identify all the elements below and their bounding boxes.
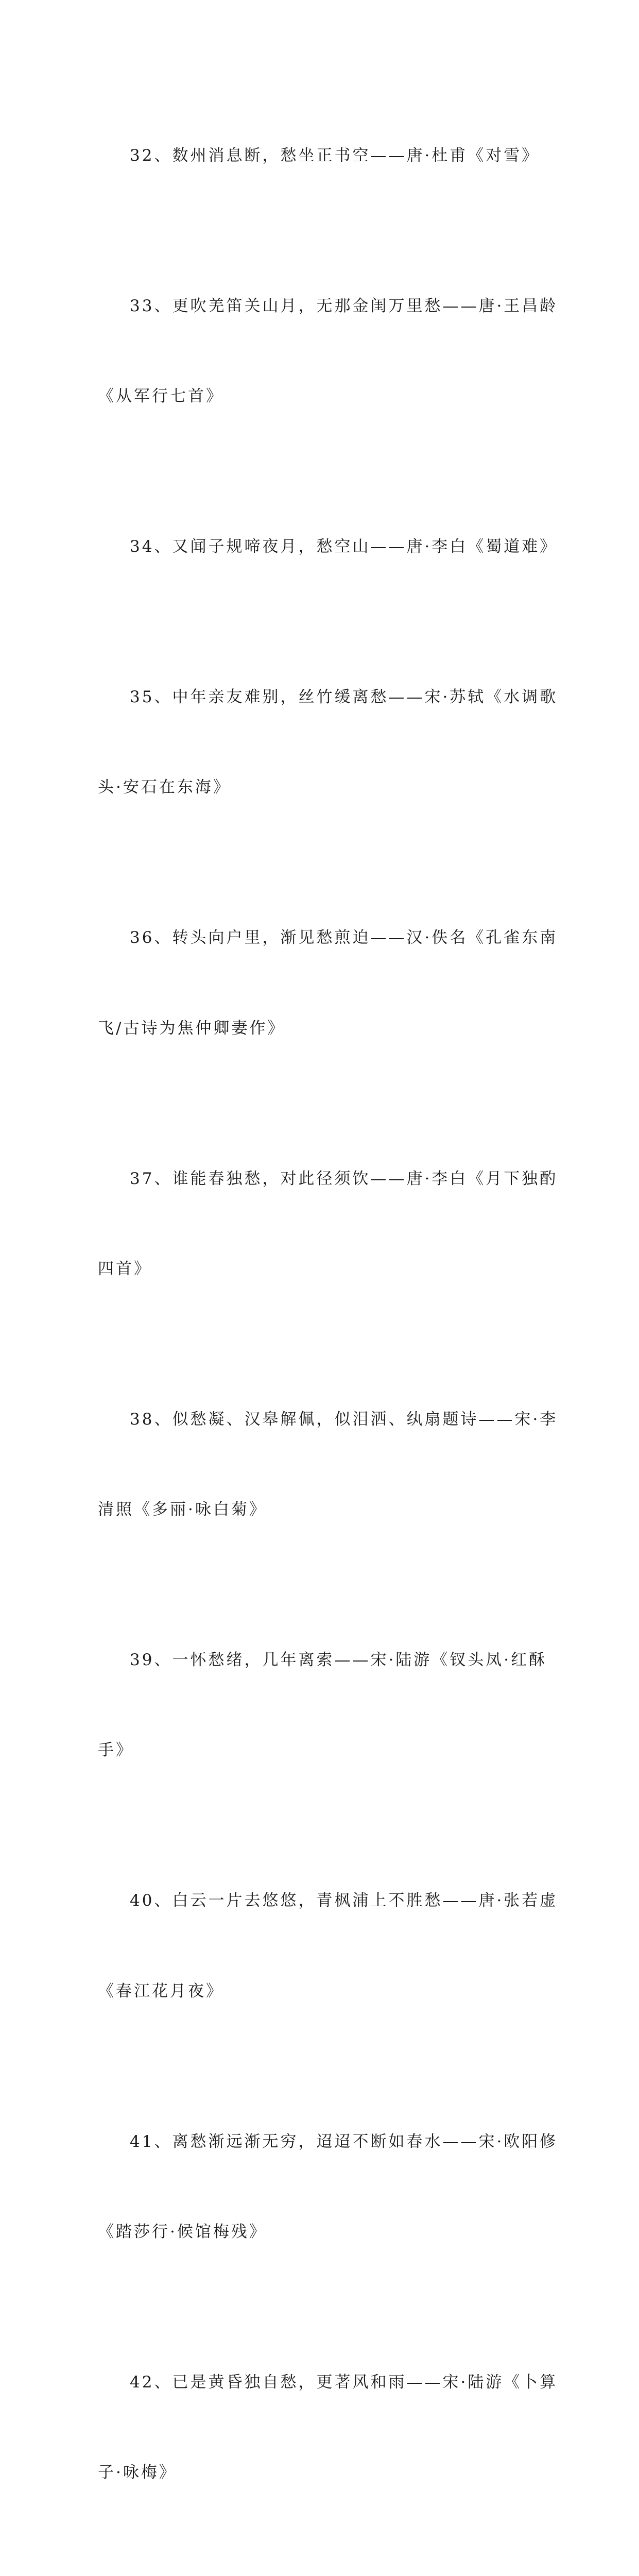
quote-line: 34、又闻子规啼夜月，愁空山——唐·李白《蜀道难》 xyxy=(130,537,558,556)
quote-line-continuation: 头·安石在东海》 xyxy=(98,778,231,797)
quote-line-continuation: 清照《多丽·咏白菊》 xyxy=(98,1500,267,1519)
quote-line-continuation: 四首》 xyxy=(98,1259,152,1278)
quote-entry-42 xyxy=(98,2307,558,2548)
quote-line: 39、一怀愁绪，几年离索——宋·陆游《钗头凤·红酥 xyxy=(130,1651,547,1670)
quote-line-continuation: 《踏莎行·候馆梅残》 xyxy=(98,2222,267,2241)
quote-line-continuation: 飞/古诗为焦仲卿妻作》 xyxy=(98,1019,286,1038)
quote-entry-33 xyxy=(98,231,558,471)
quote-line-continuation: 手》 xyxy=(98,1741,134,1760)
quote-line-continuation: 子·咏梅》 xyxy=(98,2463,177,2482)
quote-line: 37、谁能春独愁，对此径须饮——唐·李白《月下独酌 xyxy=(130,1169,558,1188)
quote-line: 40、白云一片去悠悠，青枫浦上不胜愁——唐·张若虚 xyxy=(130,1891,558,1910)
quote-entry-34 xyxy=(98,471,558,622)
quote-entry-38 xyxy=(98,1344,558,1585)
quote-entry-37 xyxy=(98,1104,558,1344)
quote-line-continuation: 《春江花月夜》 xyxy=(98,1981,224,2001)
quote-line: 38、似愁凝、汉皋解佩，似泪洒、纨扇题诗——宋·李 xyxy=(130,1410,558,1429)
quote-entry-35 xyxy=(98,622,558,862)
quote-entry-32 xyxy=(98,80,542,231)
quote-line: 35、中年亲友难别，丝竹缓离愁——宋·苏轼《水调歌 xyxy=(130,688,558,707)
quote-line: 33、更吹羌笛关山月，无那金闺万里愁——唐·王昌龄 xyxy=(130,296,558,315)
quote-line-continuation: 《从军行七首》 xyxy=(98,387,224,406)
quote-line: 41、离愁渐远渐无穷，迢迢不断如春水——宋·欧阳修 xyxy=(130,2132,558,2151)
quote-entry-39 xyxy=(98,1585,547,1825)
quote-line: 32、数州消息断，愁坐正书空——唐·杜甫《对雪》 xyxy=(130,146,540,165)
quote-line: 36、转头向户里，渐见愁煎迫——汉·佚名《孔雀东南 xyxy=(130,928,558,947)
quote-list xyxy=(98,80,558,2576)
quote-entry-36 xyxy=(98,863,558,1104)
quote-line: 42、已是黄昏独自愁，更著风和雨——宋·陆游《卜算 xyxy=(130,2372,558,2392)
quote-entry-41 xyxy=(98,2066,558,2307)
quote-entry-40 xyxy=(98,1826,558,2066)
quote-entry-43 xyxy=(98,2548,542,2576)
